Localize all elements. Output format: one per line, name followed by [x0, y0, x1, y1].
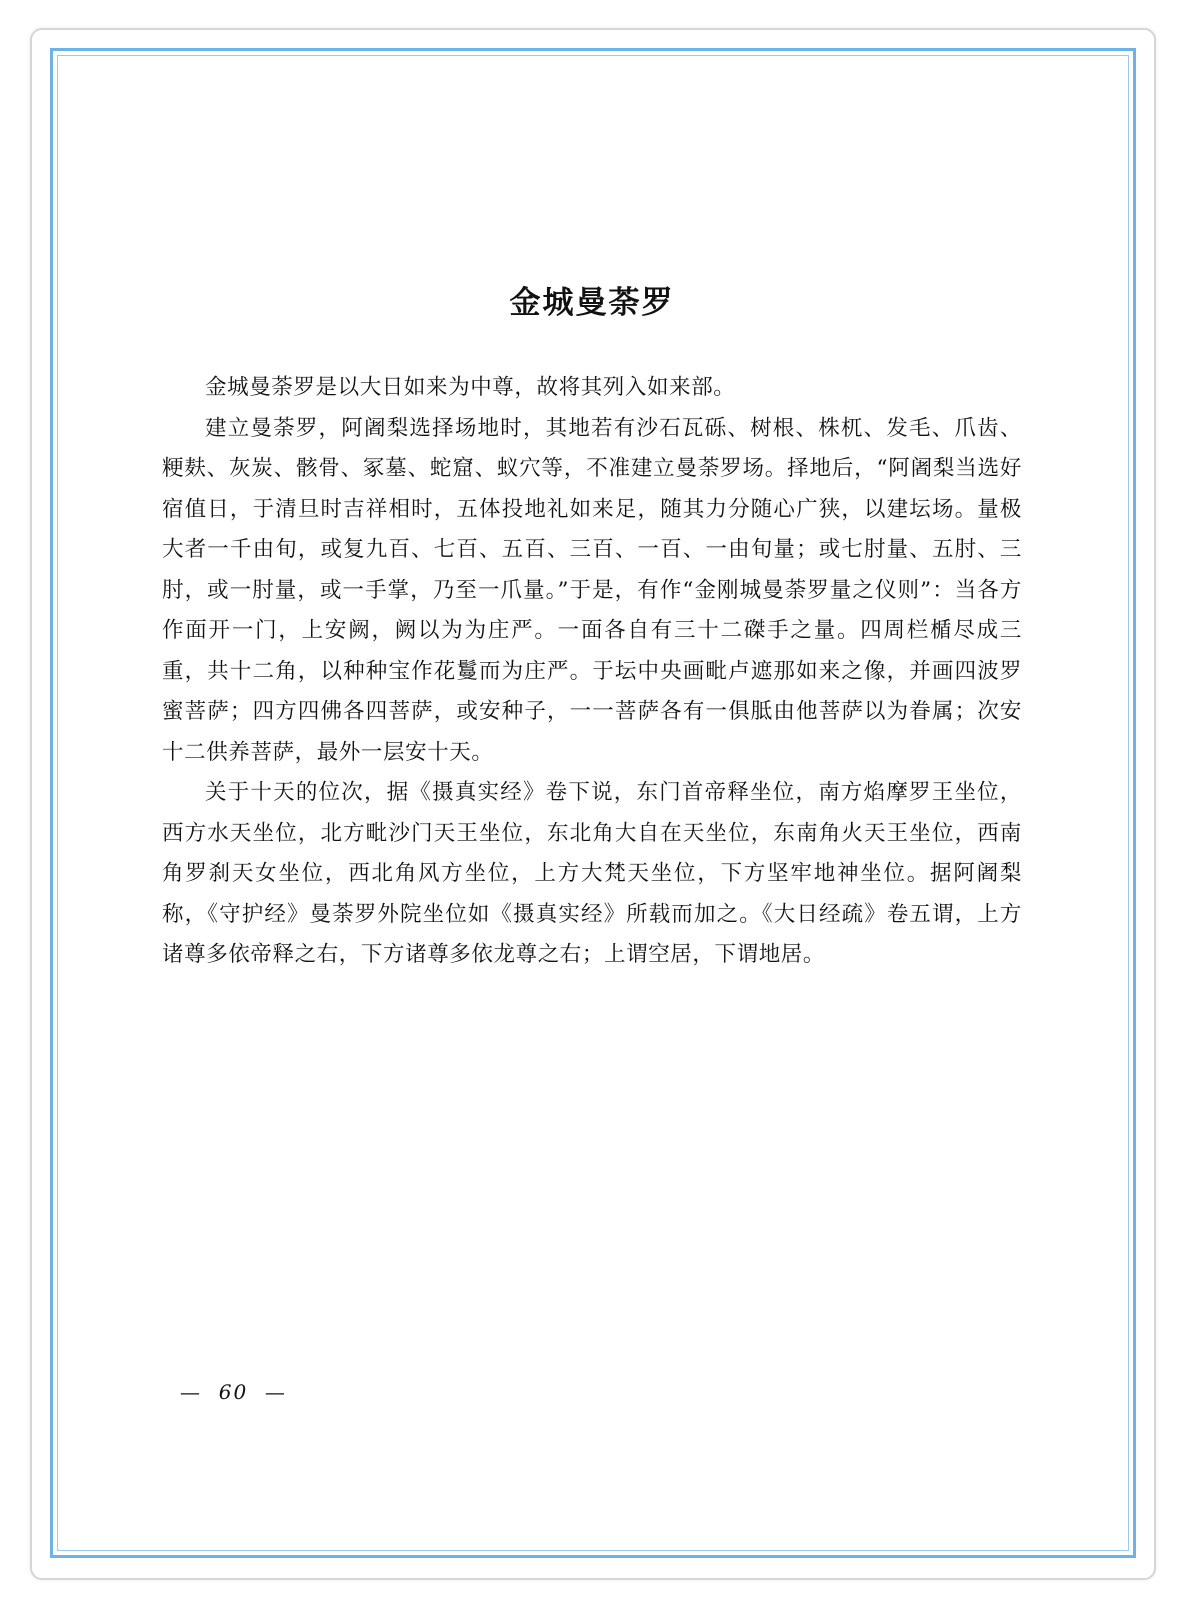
page-number-footer: [180, 1380, 287, 1404]
paragraph: 关于十天的位次，据《摄真实经》卷下说，东门首帝释坐位，南方焰摩罗王坐位，西方水天坐位，北方毗沙门天王坐位，东北角大自在天坐位，东南角火天王坐位，西南角罗刹天女坐位，西北角风方坐位，上方大梵天坐位，下方坚牢地神坐位。据阿阇梨称，《守护经》曼荼罗外院坐位如《摄真实经》所载而加之。《大日经疏》卷五谓，上方诸尊多依帝释之右，下方诸尊多依龙尊之右；上谓空居，下谓地居。: [162, 780, 1022, 967]
page-number: 60: [218, 1380, 249, 1404]
page-number-dash-left: —: [180, 1380, 202, 1404]
page-title: 金城曼荼罗: [509, 285, 675, 321]
paragraph: 金城曼荼罗是以大日如来为中尊，故将其列入如来部。: [205, 375, 736, 400]
paragraph: 建立曼荼罗，阿阇梨选择场地时，其地若有沙石瓦砾、树根、株杌、发毛、爪齿、粳麸、灰炭、骸骨、冢墓、蛇窟、蚁穴等，不准建立曼荼罗场。择地后，“阿阇梨当选好宿值日，于清旦时吉祥相时，五体投地礼如来足，随其力分随心广狭，以建坛场。量极大者一千由旬，或复九百、七百、五百、三百、一百、一由旬量；或七肘量、五肘、三肘，或一肘量，或一手掌，乃至一爪量。”于是，有作“金刚城曼荼罗量之仪则”：当各方作面开一门，上安阙，阙以为为庄严。一面各自有三十二磔手之量。四周栏楯尽成三重，共十二角，以种种宝作花鬘而为庄严。于坛中央画毗卢遮那如来之像，并画四波罗蜜菩萨；四方四佛各四菩萨，或安种子，一一菩萨各有一俱胝由他菩萨以为眷属；次安十二供养菩萨，最外一层安十天。: [162, 415, 1022, 765]
page-number-dash-right: —: [264, 1380, 287, 1404]
page-content: [162, 280, 1022, 976]
body-text: [162, 368, 1022, 976]
